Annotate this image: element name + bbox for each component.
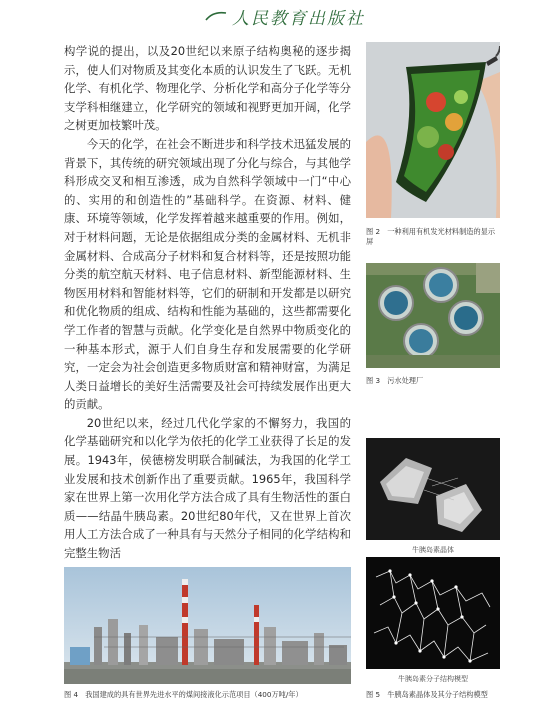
- paragraph-3: 20世纪以来，经过几代化学家的不懈努力，我国的化学基础研究和以化学为依托的化学工业获得了长足的发展。1943年，侯德榜发明联合制碱法，为我国的化学工业发展和技术创新作出了重要贡献。1965年，我国科学家在世界上第一次用化学方法合成了具有生物活性的蛋白质——结晶牛胰岛素。20世纪80年代，又在世界上首次用人工方法合成了一种具有与天然分子相同的化学结构和完整生物活: [64, 415, 351, 561]
- figure-2-caption: 图 2 一种利用有机发光材料制造的显示屏: [366, 227, 496, 246]
- paragraph-1: 构学说的提出，以及20世纪以来原子结构奥秘的逐步揭示，使人们对物质及其变化本质的认识发生了飞跃。无机化学、有机化学、物理化学、分析化学和高分子化学等分支学科相继建立，化学研究的领域和视野更加开阔，化学之树更加枝繁叶茂。: [64, 44, 351, 133]
- page-header: [0, 0, 556, 30]
- logo-swash-icon: [205, 10, 227, 22]
- figure-2-flexible-display: [366, 42, 500, 218]
- figure-3-caption: 图 3 污水处理厂: [366, 376, 424, 385]
- figure-4-caption: 图 4 我国建成的具有世界先进水平的煤间接液化示范项目（400万吨/年）: [64, 690, 303, 699]
- figure-5-sub-caption-model: 牛胰岛素分子结构模型: [398, 675, 468, 683]
- figure-5-insulin-crystals: [366, 438, 500, 540]
- figure-5-insulin-molecular-model: [366, 557, 500, 669]
- figure-5-caption: 图 5 牛胰岛素晶体及其分子结构模型: [366, 690, 488, 699]
- figure-3-water-treatment-plant: [366, 263, 500, 368]
- figure-4-coal-liquefaction-plant: [64, 567, 351, 684]
- figure-5-sub-caption-crystals: 牛胰岛素晶体: [412, 546, 454, 554]
- article-body: [64, 42, 351, 563]
- paragraph-2: 今天的化学，在社会不断进步和科学技术迅猛发展的背景下，其传统的研究领域出现了分化与综合，与其他学科形成交叉和相互渗透，成为自然科学领域中一门“中心的、实用的和创造性的”基础科学。在资源、材料、健康、环境等领域，化学发挥着越来越重要的作用。例如，对于材料问题，无论是依据组成分类的金属材料、无机非金属材料、合成高分子材料和复合材料等，还是按照功能分类的航空航天材料、电子信息材料、新型能源材料、生物医用材料和智能材料等，它们的研制和开发都是以研究和优化物质的组成、结构和性能为基础的，这些都需要化学工作者的智慧与贡献。化学变化是自然界中物质变化的一种基本形式，源于人们自身生存和发展需要的化学研究，一定会为社会创造更多物质财富和精神财富，为满足人类日益增长的美好生活需要及社会可持续发展作出更大的贡献。: [64, 136, 351, 412]
- publisher-logo: 人民教育出版社: [232, 9, 365, 29]
